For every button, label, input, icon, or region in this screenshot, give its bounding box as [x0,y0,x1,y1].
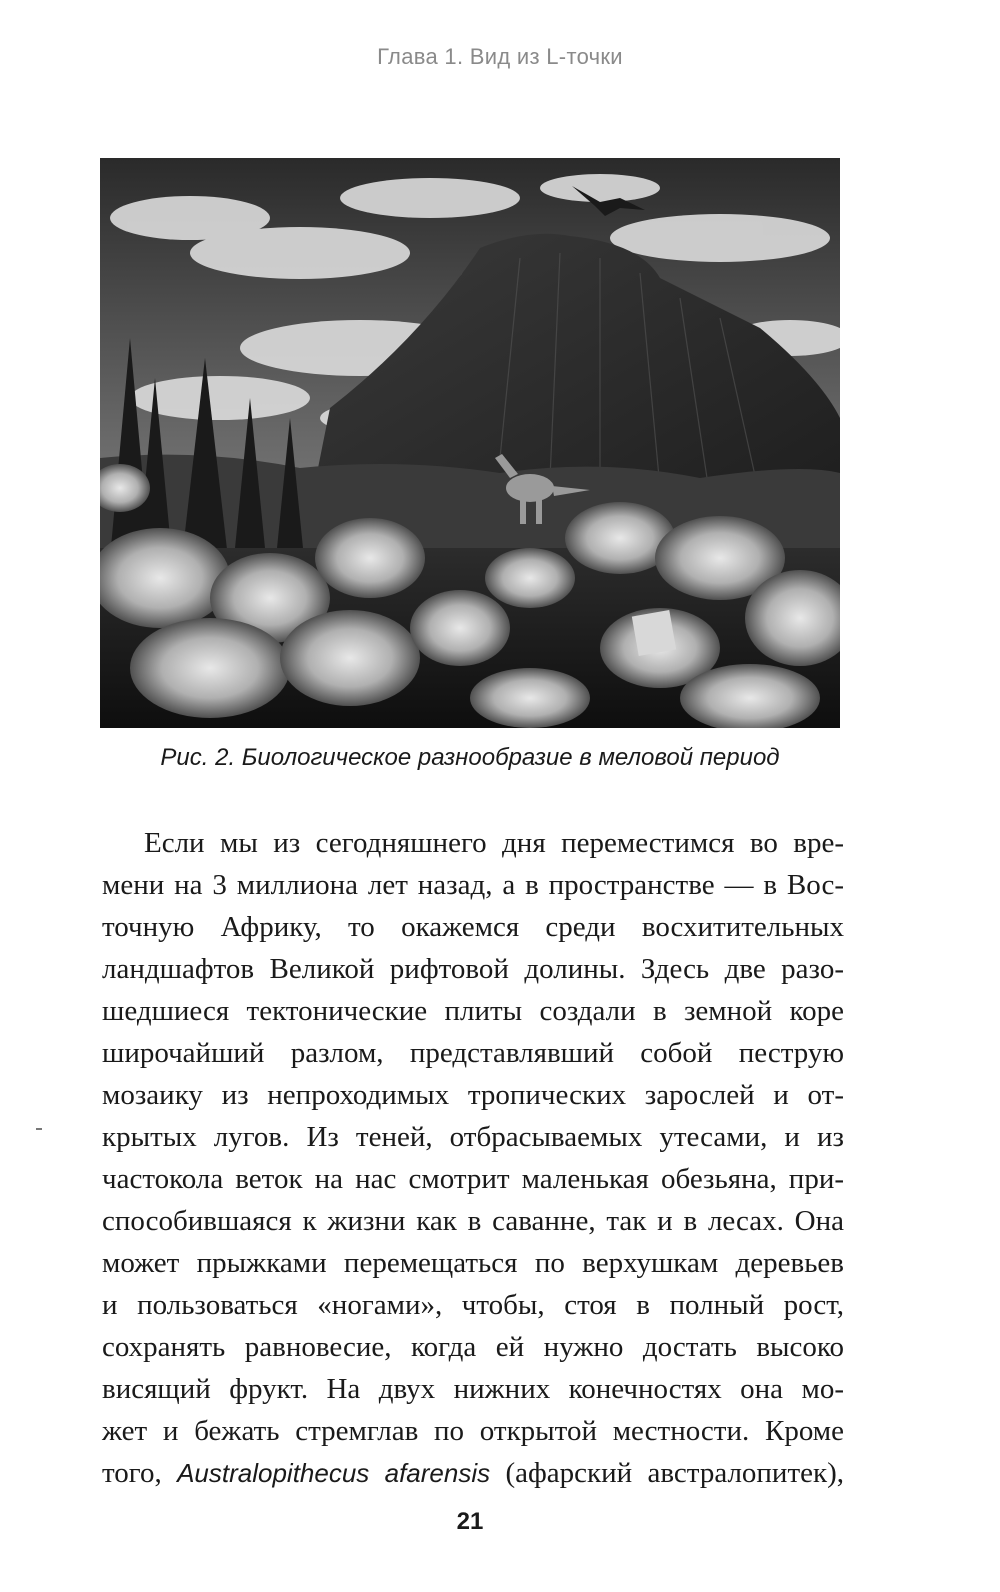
landscape-photo [100,158,840,728]
text-line: может прыжками перемещаться по верхушкам деревьев [102,1247,844,1279]
text-line: шедшиеся тектонические плиты создали в земной коре [102,995,844,1027]
text-line: ландшафтов Великой рифтовой долины. Здесь две разо- [102,953,844,985]
text-segment: того, [102,1457,178,1489]
text-line: мозаику из непроходимых тропических зарослей и от- [102,1079,844,1111]
text-line: сохранять равновесие, когда ей нужно достать высоко [102,1331,844,1363]
text-line: способившаяся к жизни как в саванне, так и в лесах. Она [102,1205,844,1237]
page-number: 21 [456,1508,484,1535]
figure-cretaceous-landscape [100,158,840,728]
text-line: крытых лугов. Из теней, отбрасываемых утесами, и из [102,1121,844,1153]
text-line: висящий фрукт. На двух нижних конечностях она мо- [102,1373,844,1405]
text-line: частокола веток на нас смотрит маленькая обезьяна, при- [102,1163,844,1195]
text-line: жет и бежать стремглав по открытой местности. Кроме [102,1415,844,1447]
running-head: Глава 1. Вид из L-точки [377,44,623,69]
text-line-last [102,1452,844,1494]
text-line: и пользоваться «ногами», чтобы, стоя в полный рост, [102,1289,844,1321]
text-line: точную Африку, то окажемся среди восхитительных [102,911,844,943]
species-name: Australopithecus afarensis [177,1458,491,1488]
body-paragraph [102,822,844,1494]
text-line: широчайший разлом, представлявший собой пеструю [102,1037,844,1069]
rock [632,610,676,656]
text-line: Если мы из сегодняшнего дня переместимся во вре- [144,827,844,859]
margin-mark [36,1128,42,1130]
text-line: мени на 3 миллиона лет назад, а в пространстве — в Вос- [102,869,844,901]
figure-caption: Рис. 2. Биологическое разнообразие в меловой период [160,744,780,771]
text-segment: (афарский австралопитек), [490,1457,844,1489]
